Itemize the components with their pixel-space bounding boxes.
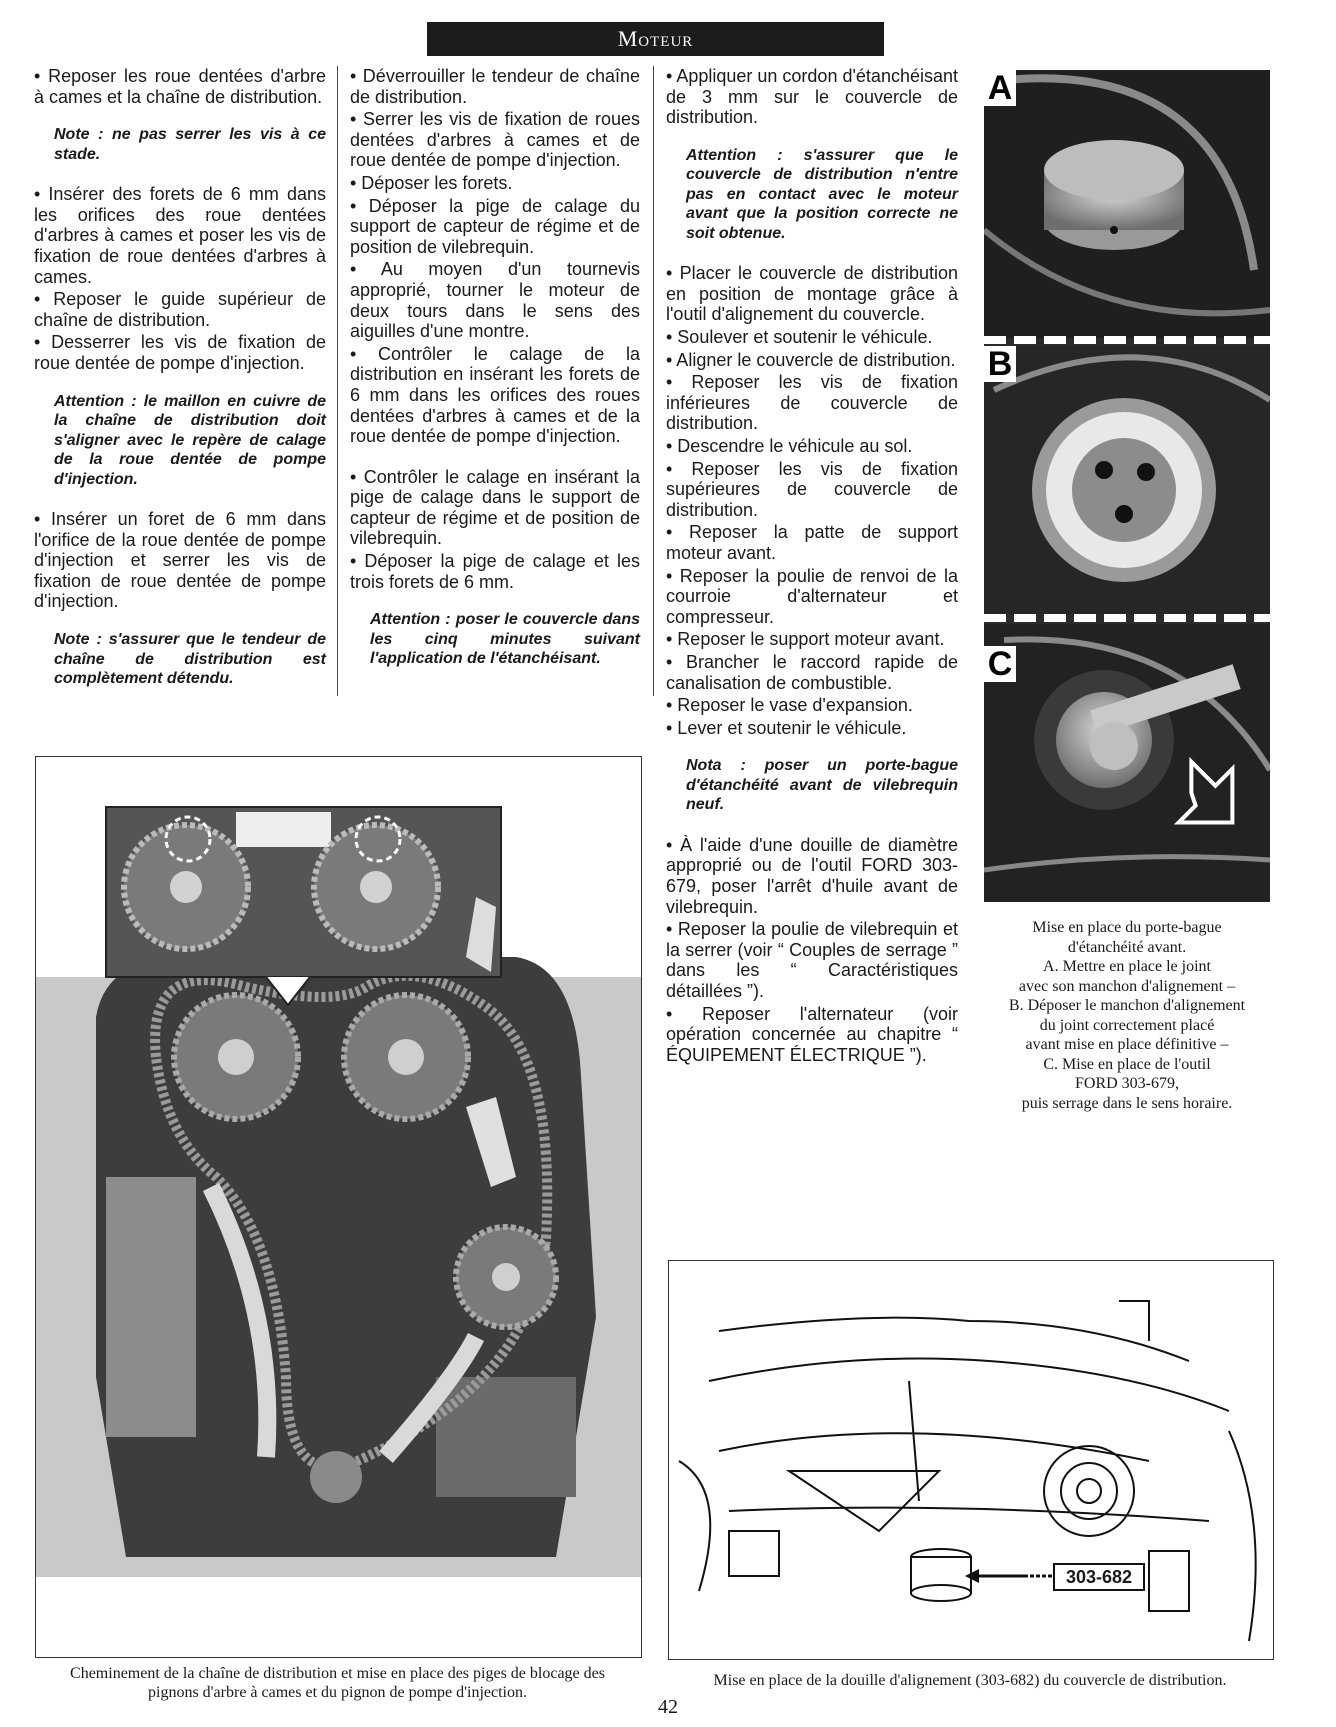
note-text: Nota : poser un porte-bague d'étanchéité avant de vilebrequin neuf.	[686, 757, 958, 814]
technical-drawing	[669, 1261, 1273, 1659]
step-text: • Reposer le vase d'expansion.	[666, 695, 913, 716]
panel-label-c: C	[984, 646, 1016, 682]
step-text: • Insérer un foret de 6 mm dans l'orifice de la roue dentée de pompe d'injection et serrer les vis de fixation de roue dentée de pompe d'injection.	[34, 509, 326, 612]
drawing-figure-caption: Mise en place de la douille d'alignement (303-682) du couvercle de distribution.	[713, 1672, 1227, 1689]
panel-label-a: A	[984, 70, 1016, 106]
caption-line: avec son manchon d'alignement –	[1018, 977, 1236, 995]
step-text: • Serrer les vis de fixation de roues dentées d'arbres à cames et de roue dentée de pompe d'injection.	[350, 109, 640, 171]
caption-line: pignons d'arbre à cames et du pignon de pompe d'injection.	[148, 1684, 527, 1701]
attention-text: Attention : poser le couvercle dans les cinq minutes suivant l'application de l'étanchéisant.	[370, 611, 640, 668]
caption-line: B. Déposer le manchon d'alignement	[1008, 997, 1246, 1014]
engine-photo-illustration	[36, 757, 641, 1657]
caption-line: C. Mise en place de l'outil	[1043, 1055, 1211, 1073]
step-text: • Contrôler le calage en insérant la pige de calage dans le support de capteur de régime et de position de vilebrequin.	[350, 466, 640, 549]
caption-line: d'étanchéité avant.	[1067, 938, 1187, 956]
timing-chain-figure	[35, 756, 642, 1658]
attention-text: Attention : le maillon en cuivre de la chaîne de distribution doit s'aligner avec le repère de calage de la roue dentée de pompe d'injection.	[54, 392, 326, 488]
step-text: • Desserrer les vis de fixation de roue dentée de pompe d'injection.	[34, 332, 326, 373]
step-text: • Déverrouiller le tendeur de chaîne de distribution.	[350, 66, 640, 107]
caption-line: avant mise en place définitive –	[1025, 1036, 1229, 1053]
step-text: • Reposer les roue dentées d'arbre à cames et la chaîne de distribution.	[34, 66, 326, 107]
step-text: • Déposer la pige de calage du support de capteur de régime et de position de vilebrequin.	[350, 195, 640, 257]
step-text: • Reposer l'alternateur (voir opération concernée au chapitre “ ÉQUIPEMENT ÉLECTRIQUE ”).	[666, 1003, 958, 1065]
step-text: • Reposer les vis de fixation supérieures de couvercle de distribution.	[666, 458, 958, 520]
seal-photo-illustration	[984, 70, 1270, 902]
tool-number-label: 303-682	[1065, 1567, 1133, 1587]
text-column-3	[666, 66, 958, 1067]
caption-line: Cheminement de la chaîne de distribution et mise en place des piges de blocage des	[70, 1665, 605, 1682]
step-text: • Placer le couvercle de distribution en position de montage grâce à l'outil d'alignement du couvercle.	[666, 263, 958, 325]
caption-line: FORD 303-679,	[1074, 1075, 1179, 1092]
step-text: • Appliquer un cordon d'étanchéisant de 3 mm sur le couvercle de distribution.	[666, 66, 958, 128]
step-text: • Reposer le guide supérieur de chaîne de distribution.	[34, 289, 326, 330]
caption-line: Mise en place du porte-bague	[1032, 919, 1222, 936]
text-column-2	[350, 66, 640, 689]
section-header: Moteur	[427, 22, 884, 56]
step-text: • Reposer la poulie de renvoi de la courroie d'alternateur et compresseur.	[666, 565, 958, 627]
alignment-sleeve-figure	[668, 1260, 1274, 1660]
step-text: • Reposer la poulie de vilebrequin et la serrer (voir “ Couples de serrage ” dans les “ Caractéristiques détaillées ”).	[666, 919, 958, 1001]
step-text: • Lever et soutenir le véhicule.	[666, 717, 907, 738]
step-text: • À l'aide d'une douille de diamètre approprié ou de l'outil FORD 303-679, poser l'arrêt d'huile avant de vilebrequin.	[666, 834, 958, 917]
caption-line: puis serrage dans le sens horaire.	[1021, 1094, 1233, 1112]
note-text: Note : s'assurer que le tendeur de chaîne de distribution est complètement détendu.	[54, 631, 326, 687]
column-divider	[653, 66, 654, 696]
column-divider	[337, 66, 338, 696]
step-text: • Reposer le support moteur avant.	[666, 629, 945, 650]
step-text: • Brancher le raccord rapide de canalisation de combustible.	[666, 651, 958, 693]
step-text: • Déposer les forets.	[350, 172, 513, 193]
note-text: Note : ne pas serrer les vis à ce stade.	[54, 126, 326, 163]
text-column-1	[34, 66, 326, 709]
seal-installation-photos	[984, 70, 1270, 902]
panel-label-b: B	[984, 346, 1016, 382]
page-number: 42	[658, 1696, 678, 1718]
caption-line: du joint correctement placé	[1039, 1016, 1215, 1034]
step-text: • Contrôler le calage de la distribution en insérant les forets de 6 mm dans les orifices des roues dentées d'arbres à cames et de la roue dentée de pompe d'injection.	[350, 343, 640, 447]
step-text: • Aligner le couvercle de distribution.	[666, 349, 956, 370]
caption-line: A. Mettre en place le joint	[1043, 958, 1211, 975]
step-text: • Déposer la pige de calage et les trois forets de 6 mm.	[350, 551, 640, 592]
seal-figure-caption	[984, 918, 1270, 1113]
step-text: • Insérer des forets de 6 mm dans les orifices des roue dentées d'arbres à cames et poser les vis de fixation de roue dentées d'arbres à cames.	[34, 184, 326, 287]
step-text: • Reposer la patte de support moteur avant.	[666, 522, 958, 563]
step-text: • Descendre le véhicule au sol.	[666, 436, 913, 457]
step-text: • Soulever et soutenir le véhicule.	[666, 327, 933, 348]
step-text: • Reposer les vis de fixation inférieures de couvercle de distribution.	[666, 372, 958, 434]
attention-text: Attention : s'assurer que le couvercle de distribution n'entre pas en contact avec le moteur avant que la position correcte ne soit obtenue.	[686, 146, 958, 242]
step-text: • Au moyen d'un tournevis approprié, tourner le moteur de deux tours dans le sens des aiguilles d'une montre.	[350, 259, 640, 342]
